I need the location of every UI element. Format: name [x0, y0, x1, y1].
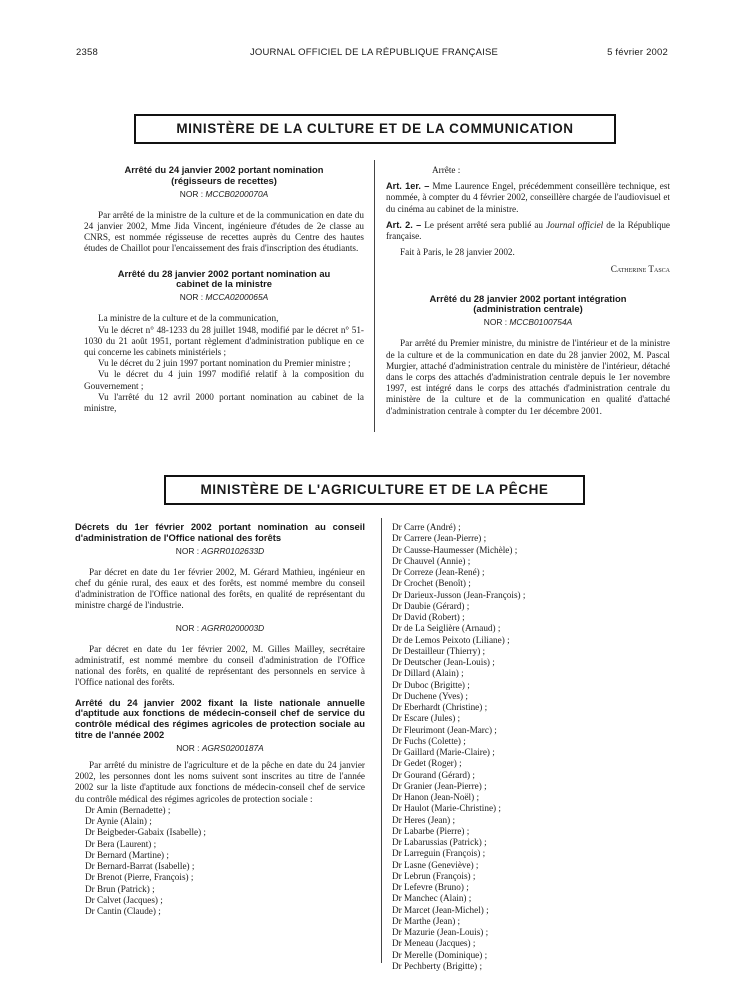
arrete-integration-title: Arrêté du 28 janvier 2002 portant intégration (administration centrale)	[429, 292, 627, 315]
page-number: 2358	[76, 47, 98, 58]
list-item: Dr de Lemos Peixoto (Liliane) ;	[392, 634, 510, 645]
ministry-agriculture-title: MINISTÈRE DE L'AGRICULTURE ET DE LA PÊCHE	[164, 475, 585, 505]
nor-code: AGRR0102633D	[201, 545, 265, 556]
list-item: Dr Lebrun (François) ;	[392, 870, 476, 881]
list-item: Dr Causse-Haumesser (Michèle) ;	[392, 544, 518, 555]
article-1-text: Mme Laurence Engel, précédemment conseillère technique, est nommée, à compter du 4 février 2002, conseillère chargée de l'audiovisuel et du cinéma au cabinet de la ministre.	[386, 181, 670, 214]
arrete-keyword: Arrête :	[432, 165, 461, 175]
article-1-label: Art. 1er. –	[386, 181, 430, 192]
list-item: Dr Larreguin (François) ;	[392, 848, 486, 859]
vu-decret-1948: Vu le décret n° 48-1233 du 28 juillet 1948, modifié par le décret n° 51-1030 du 21 août 1951, portant règlement d'administration publique en ce qui concerne les cabinets ministériels ;	[84, 324, 364, 358]
decret-mailley-body: Par décret en date du 1er février 2002, M. Gilles Mailley, secrétaire administratif, est nommé membre du conseil d'administration de l'Office national des forêts, en qualité de représentant des personnels en service à l'Office national des forêts.	[75, 643, 365, 688]
list-item: Dr Labarbe (Pierre) ;	[392, 825, 470, 836]
arrete-regisseurs-body: Par arrêté de la ministre de la culture et de la communication en date du 24 janvier 2002, Mme Jida Vincent, ingénieure d'études de 2e classe au CNRS, est nommée régisseuse de recettes auprès du Centre des hautes études de Chaillot pour l'encaissement des frais d'inscription des étudiants.	[84, 209, 364, 254]
list-item: Dr Heres (Jean) ;	[392, 814, 456, 825]
arrete-cabinet-intro: La ministre de la culture et de la communication,	[98, 313, 279, 324]
list-item: Dr Calvet (Jacques) ;	[85, 894, 163, 905]
list-item: Dr Deutscher (Jean-Louis) ;	[392, 657, 495, 667]
list-item: Dr Daubie (Gérard) ;	[392, 600, 470, 611]
culture-right-column	[386, 165, 670, 417]
nor-line	[75, 623, 365, 634]
vu-decret-1997-gouvernement: Vu le décret du 4 juin 1997 modifié relatif à la composition du Gouvernement ;	[84, 369, 364, 391]
list-item: Dr Escare (Jules) ;	[392, 713, 461, 724]
agriculture-left-column	[75, 522, 365, 917]
list-item: Dr Beigbeder-Gabaix (Isabelle) ;	[85, 827, 206, 838]
aptitude-list-right	[392, 522, 672, 972]
list-item: Dr Chauvel (Annie) ;	[392, 555, 471, 566]
list-item: Dr Bernard (Martine) ;	[85, 849, 169, 860]
journal-title: JOURNAL OFFICIEL DE LA RÉPUBLIQUE FRANÇAISE	[249, 47, 499, 58]
list-item: Dr Eberhardt (Christine) ;	[392, 702, 488, 712]
list-item: Dr Bera (Laurent) ;	[85, 838, 157, 849]
list-item: Dr Hanon (Jean-Noël) ;	[392, 792, 479, 802]
nor-line	[84, 292, 364, 303]
list-item: Dr Crochet (Benoît) ;	[392, 578, 471, 589]
article-2-text: Le présent arrêté sera publié au	[424, 219, 544, 230]
list-item: Dr Marcet (Jean-Michel) ;	[392, 904, 489, 915]
nor-code: MCCA0200065A	[205, 292, 269, 303]
list-item: Dr Duboc (Brigitte) ;	[392, 679, 470, 690]
article-1	[386, 181, 670, 215]
list-item: Dr Darieux-Jusson (Jean-François) ;	[392, 589, 526, 600]
nor-line	[386, 317, 670, 328]
arrete-regisseurs-title: Arrêté du 24 janvier 2002 portant nomination (régisseurs de recettes)	[124, 164, 324, 186]
aptitude-list-left	[75, 805, 365, 918]
list-item: Dr Marthe (Jean) ;	[392, 915, 461, 926]
list-item: Dr Duchene (Yves) ;	[392, 690, 468, 701]
list-item: Dr Cantin (Claude) ;	[85, 906, 161, 917]
list-item: Dr Pechberty (Brigitte) ;	[392, 960, 483, 971]
vu-decret-1997-premier: Vu le décret du 2 juin 1997 portant nomination du Premier ministre ;	[98, 358, 351, 369]
nor-label: NOR :	[176, 742, 200, 753]
arrete-integration-body: Par arrêté du Premier ministre, du ministre de l'intérieur et de la ministre de la culture et de la communication en date du 28 janvier 2002, M. Pascal Murgier, attaché d'administration centrale du ministère de l'intérieur, détaché dans le corps des attachés d'administration centrale depuis le 1er novembre 1997, est intégré dans le corps des attachés d'administration centrale du ministère de la culture et de la communication en qualité d'attaché d'administration centrale à compter du 1er décembre 2001.	[386, 338, 670, 416]
list-item: Dr Correze (Jean-René) ;	[392, 567, 485, 577]
list-item: Dr Fleurimont (Jean-Marc) ;	[392, 724, 497, 735]
list-item: Dr Aynie (Alain) ;	[85, 816, 152, 827]
signature: Catherine Tasca	[610, 264, 670, 275]
list-item: Dr David (Robert) ;	[392, 612, 465, 622]
list-item: Dr Meneau (Jacques) ;	[392, 938, 476, 949]
arrete-cabinet-title: Arrêté du 28 janvier 2002 portant nomination au cabinet de la ministre	[117, 267, 331, 290]
ministry-culture-title: MINISTÈRE DE LA CULTURE ET DE LA COMMUNICATION	[134, 114, 616, 144]
nor-line	[75, 743, 365, 754]
column-divider	[381, 518, 382, 963]
nor-label: NOR :	[175, 622, 200, 633]
agriculture-right-column	[392, 522, 672, 972]
nor-label: NOR :	[483, 317, 508, 328]
list-item: Dr Mazurie (Jean-Louis) ;	[392, 927, 489, 937]
list-item: Dr Granier (Jean-Pierre) ;	[392, 780, 487, 791]
list-item: Dr Manchec (Alain) ;	[392, 893, 472, 904]
list-item: Dr Carrere (Jean-Pierre) ;	[392, 533, 487, 544]
list-item: Dr de La Seiglière (Arnaud) ;	[392, 623, 501, 634]
list-item: Dr Gourand (Gérard) ;	[392, 769, 475, 780]
nor-code: AGRR0200003D	[201, 622, 265, 633]
article-2	[386, 220, 670, 242]
list-item: Dr Dillard (Alain) ;	[392, 668, 464, 679]
nor-line	[75, 546, 365, 557]
list-item: Dr Lefevre (Bruno) ;	[392, 882, 469, 892]
list-item: Dr Brun (Patrick) ;	[85, 883, 155, 894]
list-item: Dr Gaillard (Marie-Claire) ;	[392, 747, 495, 757]
vu-arrete-2000: Vu l'arrêté du 12 avril 2000 portant nomination au cabinet de la ministre,	[84, 391, 364, 414]
list-item: Dr Merelle (Dominique) ;	[392, 949, 488, 960]
list-item: Dr Labarussias (Patrick) ;	[392, 837, 487, 847]
column-divider	[374, 160, 375, 432]
culture-left-column	[84, 165, 364, 414]
article-2-label: Art. 2. –	[386, 219, 422, 230]
list-item: Dr Lasne (Geneviève) ;	[392, 859, 479, 870]
nor-label: NOR :	[175, 545, 200, 556]
nor-label: NOR :	[179, 292, 204, 303]
issue-date: 5 février 2002	[607, 47, 668, 58]
nor-line	[84, 189, 364, 200]
decret-mathieu-body: Par décret en date du 1er février 2002, M. Gérard Mathieu, ingénieur en chef du génie rural, des eaux et des forêts, est nommé membre du conseil d'administration de l'Office national des forêts, en qualité de représentant du ministre chargé de l'industrie.	[75, 566, 365, 611]
list-item: Dr Bernard-Barrat (Isabelle) ;	[85, 861, 195, 872]
nor-code: MCCB0200070A	[205, 188, 269, 199]
list-item: Dr Fuchs (Colette) ;	[392, 735, 466, 746]
arrete-liste-aptitude-title: Arrêté du 24 janvier 2002 fixant la liste nationale annuelle d'aptitude aux fonctions de médecin-conseil chef de service du contrôle médical des régimes agricoles de protection sociale au titre de l'année 2002	[75, 696, 365, 741]
nor-label: NOR :	[179, 188, 204, 199]
list-item: Dr Destailleur (Thierry) ;	[392, 645, 486, 656]
nor-code: MCCB0100754A	[509, 317, 573, 328]
list-item: Dr Carre (André) ;	[392, 522, 461, 532]
list-item: Dr Brenot (Pierre, François) ;	[85, 872, 194, 883]
list-item: Dr Gedet (Roger) ;	[392, 758, 462, 769]
fait-a-paris: Fait à Paris, le 28 janvier 2002.	[400, 247, 515, 258]
decrets-title: Décrets du 1er février 2002 portant nomination au conseil d'administration de l'Office national des forêts	[75, 521, 365, 543]
article-2-text-end: de la République française.	[386, 219, 671, 242]
journal-officiel-ref: Journal officiel	[546, 219, 604, 230]
list-item: Dr Haulot (Marie-Christine) ;	[392, 803, 501, 814]
nor-code: AGRS0200187A	[201, 742, 264, 753]
arrete-liste-aptitude-body: Par arrêté du ministre de l'agriculture et de la pêche en date du 24 janvier 2002, les personnes dont les noms suivent sont inscrites au titre de l'année 2002 sur la liste d'aptitude aux fonctions de médecin-conseil chef de service du contrôle médical des régimes agricoles de protection sociale :	[75, 760, 365, 804]
list-item: Dr Amin (Bernadette) ;	[85, 804, 171, 815]
